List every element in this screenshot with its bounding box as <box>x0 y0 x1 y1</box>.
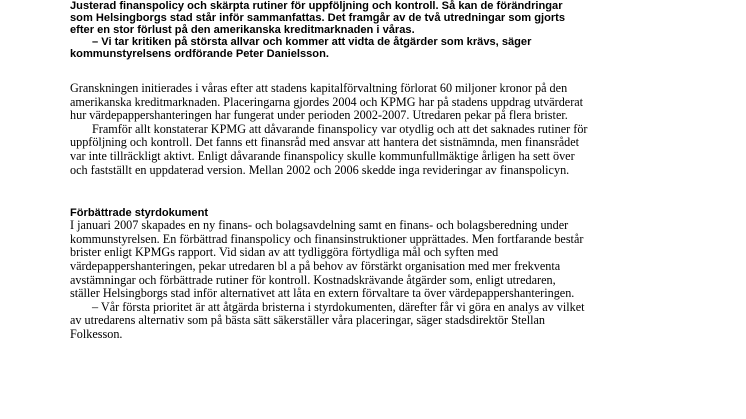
section-heading: Förbättrade styrdokument <box>70 207 209 220</box>
body-line: värdepappershanteringen, pekar utredaren bl a på behov av förstärkt organisation med mer frekventa <box>70 258 561 273</box>
lead-quote-line: – Vi tar kritiken på största allvar och kommer att vidta de åtgärder som krävs, säger <box>92 36 532 48</box>
lead-line: kommunstyrelsens ordförande Peter Danielsson. <box>70 48 329 60</box>
body-line: Framför allt konstaterar KPMG att dåvarande finanspolicy var otydlig och att det saknades rutiner för <box>92 121 588 136</box>
body-line: avstämningar och förbättrade rutiner för kontroll. Kostnadskrävande åtgärder som, enligt utredaren, <box>70 272 556 287</box>
lead-line: Justerad finanspolicy och skärpta rutiner för uppföljning och kontroll. Så kan de förändringar <box>70 0 563 12</box>
document-page <box>70 0 720 342</box>
lead-paragraph <box>70 0 720 60</box>
body-line: var inte tillräckligt aktivt. Enligt dåvarande finanspolicy skulle kommunfullmäktige årligen ha sett över <box>70 148 575 163</box>
body-line: hur värdepappershanteringen har fungerat under perioden 2002-2007. Utredaren pekar på flera brister. <box>70 108 568 123</box>
body-line: brister enligt KPMGs rapport. Vid sidan av att tydliggöra förtydliga mål och syften med <box>70 245 499 260</box>
body-line: av utredarens alternativ som på bästa sätt säkerställer våra placeringar, säger stadsdirektör Stellan <box>70 313 545 328</box>
lead-line: efter en stor förlust på den amerikanska kreditmarknaden i våras. <box>70 24 415 36</box>
body-line: ställer Helsingborgs stad inför alternativet att låta en extern förvaltare ta över värdepappershanteringen. <box>70 286 575 301</box>
body-paragraph-styrdokument <box>70 219 720 341</box>
body-line: Granskningen initierades i våras efter att stadens kapitalförvaltning förlorat 60 miljoner kronor på den <box>70 81 568 95</box>
body-paragraph-intro <box>70 82 720 177</box>
body-line: kommunstyrelsen. En förbättrad finanspolicy och finansinstruktioner upprättades. Men fortfarande består <box>70 231 584 246</box>
body-line: I januari 2007 skapades en ny finans- och bolagsavdelning samt en finans- och bolagsberedning under <box>70 218 569 233</box>
body-line: Folkesson. <box>70 326 123 341</box>
body-line: uppföljning och kontroll. Det fanns ett finansråd med ansvar att hantera det sistnämnda, men finansrådet <box>70 135 580 150</box>
body-line: och fastställt en uppdaterad version. Mellan 2002 och 2006 skedde inga revideringar av finanspolicyn. <box>70 162 570 177</box>
body-quote-line: – Vår första prioritet är att åtgärda bristerna i styrdokumenten, därefter får vi göra en analys av vilket <box>92 299 585 314</box>
lead-line: som Helsingborgs stad står inför sammanfattas. Det framgår av de två utredningar som gjorts <box>70 12 566 24</box>
body-line: amerikanska kreditmarknaden. Placeringarna gjordes 2004 och KPMG har på stadens uppdrag utvärderat <box>70 94 584 109</box>
